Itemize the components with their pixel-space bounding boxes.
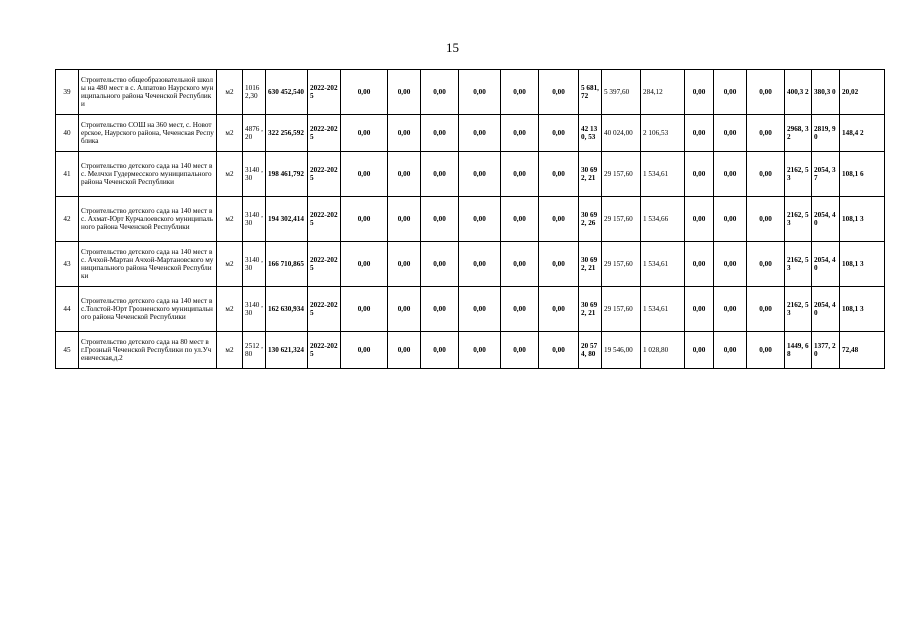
cell-value-c13: 30 692, 21 [579,242,602,287]
cell-object-name: Строительство СОШ на 360 мест, с. Новотерское, Наурского района, Чеченская Республика [79,115,217,152]
cell-value-c8: 0,00 [388,242,421,287]
cell-value-c7: 0,00 [341,152,388,197]
cell-value-c19: 400,3 2 [785,70,812,115]
cell-value-c21: 108,1 6 [840,152,885,197]
cell-value-c20: 380,3 0 [812,70,840,115]
cell-value-c16: 0,00 [685,70,714,115]
cell-object-name: Строительство детского сада на 140 мест в с. Ахмат-Юрт Курчалоевского муниципального района Чеченской Республики [79,197,217,242]
cell-value-c9: 0,00 [421,197,459,242]
cell-value-c16: 0,00 [685,197,714,242]
cell-value-c7: 0,00 [341,332,388,369]
cell-value-c10: 0,00 [459,242,501,287]
cell-value-c15: 2 106,53 [641,115,685,152]
cell-value-c16: 0,00 [685,152,714,197]
cell-value-c18: 0,00 [747,242,785,287]
cell-value-c15: 1 534,61 [641,242,685,287]
cell-value-c18: 0,00 [747,332,785,369]
cell-value-c12: 0,00 [539,70,579,115]
cell-value-c8: 0,00 [388,115,421,152]
cell-value-c14: 29 157,60 [602,197,641,242]
cell-value-c14: 29 157,60 [602,287,641,332]
cell-value-c17: 0,00 [714,332,747,369]
cell-value-c17: 0,00 [714,197,747,242]
cell-period: 2022-2025 [308,197,341,242]
cell-value-c20: 1377, 20 [812,332,840,369]
cell-total-cost: 166 710,865 [266,242,308,287]
cell-value-c9: 0,00 [421,152,459,197]
cell-value-c7: 0,00 [341,242,388,287]
cell-unit: м2 [217,287,243,332]
cell-value-c13: 42 130, 53 [579,115,602,152]
cell-value-c18: 0,00 [747,70,785,115]
cell-value-c19: 2162, 53 [785,287,812,332]
cell-value-c15: 1 534,61 [641,287,685,332]
cell-value-c16: 0,00 [685,287,714,332]
cell-value-c17: 0,00 [714,115,747,152]
cell-value-c9: 0,00 [421,70,459,115]
cell-capacity: 3140 ,30 [243,287,266,332]
cell-value-c19: 2162, 53 [785,197,812,242]
cell-value-c12: 0,00 [539,242,579,287]
cell-value-c11: 0,00 [501,332,539,369]
cell-value-c10: 0,00 [459,115,501,152]
cell-value-c14: 29 157,60 [602,152,641,197]
table-row [56,115,885,152]
cell-value-c21: 20,02 [840,70,885,115]
cell-object-name: Строительство детского сада на 80 мест в г.Грозный Чеченской Республики по ул.Ученическая,д.2 [79,332,217,369]
cell-value-c10: 0,00 [459,332,501,369]
cell-capacity: 3140 ,30 [243,197,266,242]
cell-value-c9: 0,00 [421,115,459,152]
table-row [56,242,885,287]
cell-period: 2022-2025 [308,152,341,197]
cell-value-c17: 0,00 [714,152,747,197]
cell-row-number: 42 [56,197,79,242]
cell-object-name: Строительство общеобразовательной школы на 480 мест в с. Алпатово Наурского муниципального района Чеченской Республики [79,70,217,115]
cell-value-c19: 2162, 53 [785,152,812,197]
cell-value-c20: 2054, 40 [812,242,840,287]
cell-value-c7: 0,00 [341,70,388,115]
cell-object-name: Строительство детского сада на 140 мест в с.Толстой-Юрт Грозненского муниципального района Чеченской Республики [79,287,217,332]
cell-value-c16: 0,00 [685,332,714,369]
cell-unit: м2 [217,242,243,287]
cell-period: 2022-2025 [308,287,341,332]
cell-value-c13: 30 692, 26 [579,197,602,242]
cell-value-c20: 2819, 90 [812,115,840,152]
cell-value-c9: 0,00 [421,287,459,332]
page-number: 15 [446,40,459,55]
cell-value-c20: 2054, 40 [812,287,840,332]
cell-value-c18: 0,00 [747,197,785,242]
cell-capacity: 3140 ,30 [243,152,266,197]
cell-value-c12: 0,00 [539,152,579,197]
cell-value-c13: 5 681, 72 [579,70,602,115]
table-row [56,197,885,242]
cell-value-c11: 0,00 [501,70,539,115]
table-row [56,332,885,369]
cell-row-number: 44 [56,287,79,332]
cell-row-number: 41 [56,152,79,197]
cell-value-c12: 0,00 [539,332,579,369]
cell-value-c11: 0,00 [501,242,539,287]
cell-value-c21: 108,1 3 [840,197,885,242]
cell-value-c10: 0,00 [459,287,501,332]
cell-capacity: 2512 ,80 [243,332,266,369]
cell-period: 2022-2025 [308,70,341,115]
cell-value-c18: 0,00 [747,115,785,152]
cell-period: 2022-2025 [308,242,341,287]
cell-value-c12: 0,00 [539,287,579,332]
cell-value-c12: 0,00 [539,115,579,152]
cell-total-cost: 322 256,592 [266,115,308,152]
cell-total-cost: 130 621,324 [266,332,308,369]
cell-value-c17: 0,00 [714,242,747,287]
cell-value-c14: 19 546,00 [602,332,641,369]
cell-value-c21: 108,1 3 [840,242,885,287]
cell-row-number: 40 [56,115,79,152]
cell-value-c12: 0,00 [539,197,579,242]
cell-row-number: 39 [56,70,79,115]
cell-value-c8: 0,00 [388,70,421,115]
cell-value-c20: 2054, 37 [812,152,840,197]
table-row [56,152,885,197]
cell-value-c9: 0,00 [421,332,459,369]
cell-value-c16: 0,00 [685,115,714,152]
cell-value-c10: 0,00 [459,152,501,197]
cell-value-c15: 1 534,61 [641,152,685,197]
cell-value-c11: 0,00 [501,287,539,332]
cell-value-c16: 0,00 [685,242,714,287]
construction-table [55,69,885,369]
cell-value-c18: 0,00 [747,152,785,197]
cell-value-c15: 1 028,80 [641,332,685,369]
cell-row-number: 43 [56,242,79,287]
cell-value-c8: 0,00 [388,197,421,242]
cell-period: 2022-2025 [308,115,341,152]
cell-unit: м2 [217,332,243,369]
cell-value-c14: 40 024,00 [602,115,641,152]
cell-capacity: 3140 ,30 [243,242,266,287]
table-row [56,287,885,332]
cell-value-c19: 1449, 68 [785,332,812,369]
cell-value-c13: 30 692, 21 [579,152,602,197]
cell-value-c21: 72,48 [840,332,885,369]
cell-value-c7: 0,00 [341,115,388,152]
cell-capacity: 1016 2,30 [243,70,266,115]
cell-value-c20: 2054, 40 [812,197,840,242]
cell-object-name: Строительство детского сада на 140 мест в с. Мелчхи Гудермесского муниципального района Чеченской Республики [79,152,217,197]
cell-total-cost: 198 461,792 [266,152,308,197]
table-row [56,70,885,115]
cell-value-c17: 0,00 [714,70,747,115]
cell-value-c8: 0,00 [388,287,421,332]
cell-total-cost: 194 302,414 [266,197,308,242]
cell-value-c21: 108,1 3 [840,287,885,332]
cell-unit: м2 [217,115,243,152]
cell-value-c11: 0,00 [501,115,539,152]
cell-total-cost: 630 452,540 [266,70,308,115]
cell-value-c21: 148,4 2 [840,115,885,152]
cell-value-c10: 0,00 [459,70,501,115]
cell-value-c8: 0,00 [388,152,421,197]
cell-value-c19: 2968, 32 [785,115,812,152]
cell-value-c14: 5 397,60 [602,70,641,115]
cell-value-c11: 0,00 [501,197,539,242]
cell-unit: м2 [217,70,243,115]
cell-value-c13: 30 692, 21 [579,287,602,332]
cell-value-c17: 0,00 [714,287,747,332]
cell-row-number: 45 [56,332,79,369]
cell-value-c9: 0,00 [421,242,459,287]
cell-value-c19: 2162, 53 [785,242,812,287]
cell-total-cost: 162 630,934 [266,287,308,332]
cell-unit: м2 [217,197,243,242]
cell-object-name: Строительство детского сада на 140 мест в с. Ачхой-Мартан Ачхой-Мартановского муниципального района Чеченской Республики [79,242,217,287]
cell-value-c7: 0,00 [341,197,388,242]
cell-period: 2022-2025 [308,332,341,369]
cell-value-c8: 0,00 [388,332,421,369]
cell-value-c11: 0,00 [501,152,539,197]
cell-value-c14: 29 157,60 [602,242,641,287]
cell-value-c7: 0,00 [341,287,388,332]
cell-value-c15: 1 534,66 [641,197,685,242]
cell-value-c10: 0,00 [459,197,501,242]
cell-value-c15: 284,12 [641,70,685,115]
cell-unit: м2 [217,152,243,197]
cell-value-c18: 0,00 [747,287,785,332]
cell-value-c13: 20 574, 80 [579,332,602,369]
cell-capacity: 4876 ,20 [243,115,266,152]
